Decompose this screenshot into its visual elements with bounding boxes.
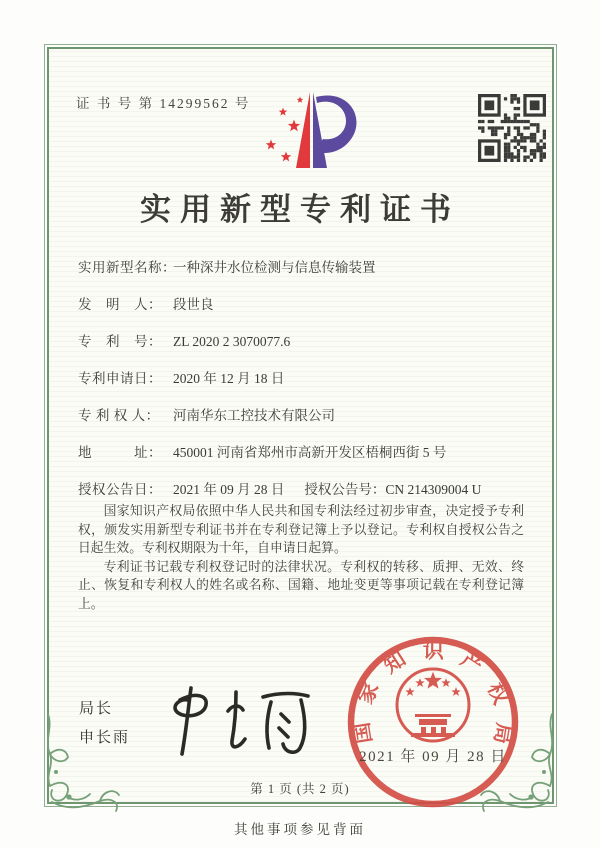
field-value-grant-date: 2021 年 09 月 28 日	[173, 482, 285, 497]
signer-name: 申长雨	[79, 729, 131, 746]
field-value-inventor: 段世良	[173, 297, 214, 312]
field-row-filing-date	[78, 367, 528, 386]
field-row-name	[78, 256, 528, 275]
field-label-name: 实用新型名称：	[78, 260, 176, 275]
handwritten-signature-icon	[135, 678, 325, 782]
field-label-address: 地 址：	[78, 445, 162, 460]
field-label-filing-date: 专利申请日：	[78, 371, 162, 386]
qr-code-icon	[478, 94, 546, 162]
certificate-fields	[78, 256, 528, 515]
field-label-patent-no: 专 利 号：	[78, 334, 162, 349]
field-label-grant-no: 授权公告号：	[304, 482, 386, 497]
field-label-patentee: 专 利 权 人：	[78, 408, 160, 423]
national-emblem	[397, 669, 469, 741]
signer-title: 局长	[79, 700, 114, 717]
field-row-patentee	[78, 404, 528, 423]
field-value-address: 450001 河南省郑州市高新开发区梧桐西街 5 号	[173, 445, 447, 460]
signer-block	[79, 694, 130, 752]
certificate-title: 实用新型专利证书	[140, 192, 460, 227]
back-side-note: 其他事项参见背面	[234, 822, 366, 837]
field-value-patent-no: ZL 2020 2 3070077.6	[173, 334, 291, 349]
certificate-body	[78, 502, 524, 614]
field-value-name: 一种深井水位检测与信息传输装置	[173, 260, 376, 275]
body-paragraph-2: 专利证书记载专利权登记时的法律状况。专利权的转移、质押、无效、终止、恢复和专利权人的姓名或名称、国籍、地址变更等事项记载在专利登记簿上。	[78, 559, 524, 611]
field-value-filing-date: 2020 年 12 月 18 日	[173, 371, 285, 386]
field-label-inventor: 发 明 人：	[78, 297, 162, 312]
seal-date: 2021 年 09 月 28 日	[359, 749, 507, 765]
field-value-patentee: 河南华东工控技术有限公司	[173, 408, 335, 423]
field-row-patent-no	[78, 330, 528, 349]
page-number: 第 1 页 (共 2 页)	[250, 782, 350, 796]
cnipa-patent-logo-icon	[256, 84, 368, 180]
field-row-inventor	[78, 293, 528, 312]
body-paragraph-1: 国家知识产权局依照中华人民共和国专利法经过初步审查，决定授予专利权，颁发实用新型专利证书并在专利登记簿上予以登记。专利权自授权公告之日起生效。专利权期限为十年，自申请日起算。	[78, 504, 524, 556]
seal-ring-text: 国家知识产权局	[349, 638, 517, 746]
field-value-grant-no: CN 214309004 U	[385, 482, 482, 497]
field-label-grant-date: 授权公告日：	[78, 482, 162, 497]
field-row-address	[78, 441, 528, 460]
field-row-grant	[78, 478, 528, 497]
certificate-number: 证 书 号 第 14299562 号	[76, 96, 251, 111]
